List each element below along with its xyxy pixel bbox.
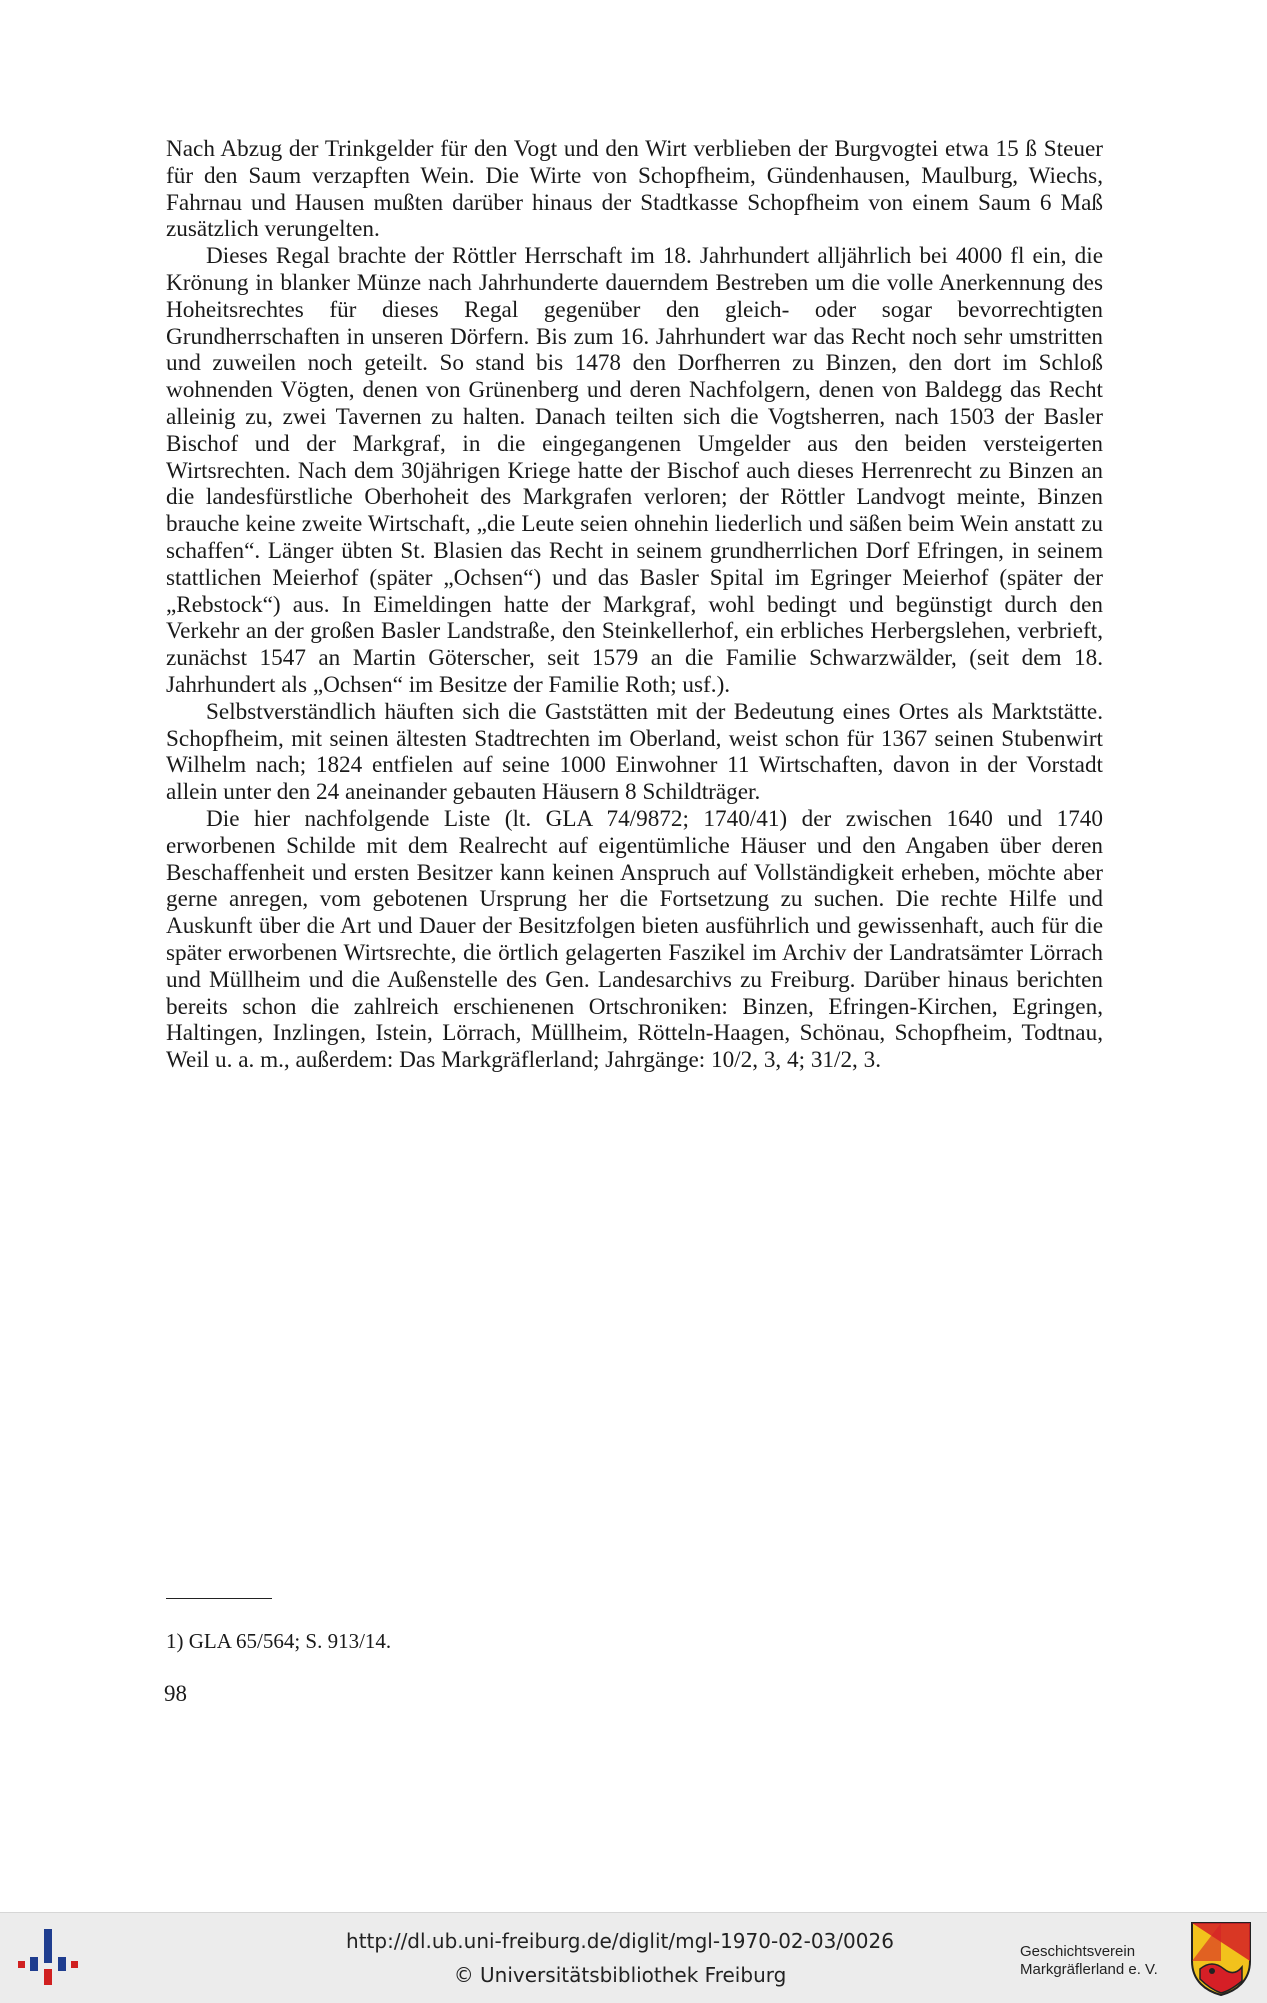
- society-name-line-1: Geschichtsverein: [1020, 1943, 1136, 1960]
- paragraph-1: Nach Abzug der Trinkgelder für den Vogt und den Wirt verblieben der Burgvogtei etwa 15 ß Steuer für den Saum verzapften Wein. Die Wirte von Schopfheim, Gündenhausen, Maulburg, Wiechs, Fahrnau und Hausen mußten darüber hinaus der Stadtkasse Schopfheim von einem Saum 6 Maß zusätzlich verungelten.: [166, 136, 1103, 243]
- page-number: 98: [164, 1681, 187, 1706]
- paragraph-4: Die hier nachfolgende Liste (lt. GLA 74/9872; 1740/41) der zwischen 1640 und 1740 erworbenen Schilde mit dem Realrecht auf eigentümliche Häuser und den Angaben über deren Beschaffenheit und ersten Besitzer kann keinen Anspruch auf Vollständigkeit erheben, möchte aber gerne anregen, vom gebotenen Ursprung her die Fortsetzung zu suchen. Die rechte Hilfe und Auskunft über die Art und Dauer der Besitzfolgen bieten ausführlich und gewissenhaft, auch für die später erworbenen Wirtsrechte, die örtlich gelagerten Faszikel im Archiv der Landratsämter Lörrach und Müllheim und die Außenstelle des Gen. Landesarchivs zu Freiburg. Darüber hinaus berichten bereits schon die zahlreich erschienenen Ortschroniken: Binzen, Efringen-Kirchen, Egringen, Haltingen, Inzlingen, Istein, Lörrach, Müllheim, Rötteln-Haagen, Schönau, Schopfheim, Todtnau, Weil u. a. m., außerdem: Das Markgräflerland; Jahrgänge: 10/2, 3, 4; 31/2, 3.: [166, 805, 1103, 1074]
- paragraph-2: Dieses Regal brachte der Röttler Herrschaft im 18. Jahrhundert alljährlich bei 4000 fl ein, die Krönung in blanker Münze nach Jahrhunderte dauerndem Bestreben um die volle Anerkennung des Hoheitsrechtes für dieses Regal gegenüber den gleich- oder sogar bevorrechtigten Grundherrschaften in unseren Dörfern. Bis zum 16. Jahrhundert war das Recht noch sehr umstritten und zuweilen noch geteilt. So stand bis 1478 den Dorfherren zu Binzen, den dort im Schloß wohnenden Vögten, denen von Grünenberg und deren Nachfolgern, denen von Baldegg das Recht alleinig zu, zwei Tavernen zu halten. Danach teilten sich die Vogtsherren, nach 1503 der Basler Bischof und der Markgraf, in die eingegangenen Umgelder aus den beiden versteigerten Wirtsrechten. Nach dem 30jährigen Kriege hatte der Bischof auch dieses Herrenrecht zu Binzen an die landesfürstliche Oberhoheit des Markgrafen verloren; der Röttler Landvogt meinte, Binzen brauche keine zweite Wirtschaft, „die Leute seien ohnehin liederlich und säßen beim Wein anstatt zu schaffen“. Länger übten St. Blasien das Recht in seinem grundherrlichen Dorf Efringen, in seinem stattlichen Meierhof (später „Ochsen“) und das Basler Spital im Egringer Meierhof (später der „Rebstock“) aus. In Eimeldingen hatte der Markgraf, wohl bedingt und begünstigt durch den Verkehr an der großen Basler Landstraße, den Steinkellerhof, ein erbliches Herbergslehen, verbrieft, zunächst 1547 an Martin Göterscher, seit 1579 an die Familie Schwarzwälder, (seit dem 18. Jahrhundert als „Ochsen“ im Besitze der Familie Roth; usf.).: [166, 243, 1103, 698]
- footer-bar: [0, 1912, 1267, 2003]
- copyright-text: © Universitätsbibliothek Freiburg: [453, 1963, 787, 1987]
- document-url-link[interactable]: http://dl.ub.uni-freiburg.de/diglit/mgl-1970-02-03/0026: [346, 1929, 894, 1953]
- footnote-divider: [166, 1598, 272, 1599]
- ub-freiburg-logo-icon[interactable]: [14, 1923, 84, 1993]
- society-crest-icon[interactable]: [1190, 1921, 1252, 1997]
- footnote: 1) GLA 65/564; S. 913/14.: [166, 1629, 392, 1653]
- body-text: [166, 136, 1103, 1074]
- society-name-line-2: Markgräflerland e. V.: [1020, 1961, 1158, 1978]
- paragraph-3: Selbstverständlich häuften sich die Gaststätten mit der Bedeutung eines Ortes als Marktstätte. Schopfheim, mit seinen ältesten Stadtrechten im Oberland, weist schon für 1367 seinen Stubenwirt Wilhelm nach; 1824 entfielen auf seine 1000 Einwohner 11 Wirtschaften, davon in der Vorstadt allein unter den 24 aneinander gebauten Häusern 8 Schildträger.: [166, 698, 1103, 806]
- society-name: [1020, 1943, 1180, 1979]
